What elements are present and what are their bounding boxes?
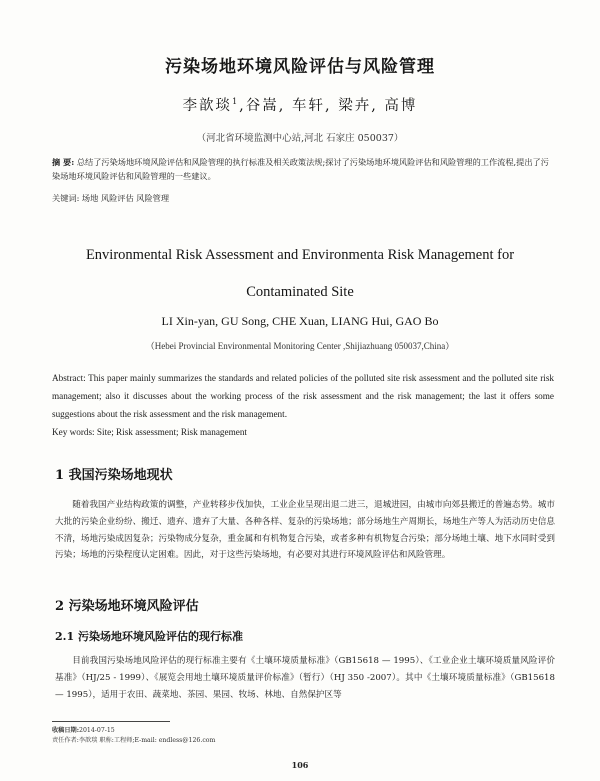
english-title-line2: Contaminated Site [246,284,354,300]
english-title-line1: Environmental Risk Assessment and Environmenta Risk Management for [85,247,515,263]
english-abstract: Abstract: This paper mainly summarizes the standards and related policies of the polluted site risk assessment and the polluted site risk management; also it discusses about the working process of the risk assessment and the risk management; the last it offers some suggestions about the risk assessment and the risk management. [52,373,554,419]
author-superscript: 1 [232,97,240,107]
chinese-title: 污染场地环境风险评估与风险管理 [165,57,435,77]
received-date-line [52,726,472,736]
english-affiliation: （Hebei Provincial Environmental Monitoring Center ,Shijiazhuang 050037,China） [145,341,455,351]
footnote-rule [52,721,170,722]
section1-heading: 1 我国污染场地现状 [55,468,173,483]
english-authors: LI Xin-yan, GU Song, CHE Xuan, LIANG Hui, GAO Bo [161,314,439,328]
received-label: 收稿日期: [52,727,80,734]
chinese-authors [0,94,600,115]
chinese-keywords: 关键词: 场地 风险评估 风险管理 [52,193,170,203]
page-number: 106 [291,760,309,770]
chinese-abstract-text: 总结了污染场地环境风险评估和风险管理的执行标准及相关政策法规;探讨了污染场地环境风险评估和风险管理的工作流程,提出了污染场地环境风险评估和风险管理的一些建议。 [52,157,549,181]
footnote [52,726,472,746]
other-authors: ,谷嵩, 车轩, 梁卉, 高博 [239,98,418,114]
section2-1-heading: 2.1 污染场地环境风险评估的现行标准 [55,630,243,643]
section1-paragraph: 随着我国产业结构政策的调整，产业转移步伐加快，工业企业呈现出退二进三，退城进园，由城市向郊县搬迁的普遍态势。城市大批的污染企业纷纷、搬迁、遗弃、遗弃了大量、各种各样、复杂的污染场地；部分场地生产周期长，场地生产等人为活动历史信息不清，场地污染成因复杂；污染物成分复杂，重金属和有机物复合污染，或者多种有机物复合污染；部分场地土壤、地下水同时受到污染；场地的污染程度认定困难。因此，对于这些污染场地，有必要对其进行环境风险评估和风险管理。 [55,500,555,561]
english-keywords: Key words: Site; Risk assessment; Risk management [52,427,247,437]
chinese-affiliation: （河北省环境监测中心站,河北 石家庄 050037） [196,133,404,144]
first-author: 李歆琰 [182,98,233,114]
chinese-abstract [52,155,552,183]
section2-1-paragraph: 目前我国污染场地风险评估的现行标准主要有《土壤环境质量标准》（GB15618 — 1995）、《工业企业土壤环境质量风险评价基准》（HJ/25 - 1999）、《展览会用地土壤环境质量评价标准》（暂行）（HJ 350 -2007）。其中《土壤环境质量标准》（GB15618 — 1995），适用于农田、蔬菜地、茶园、果园、牧场、林地、自然保护区等 [55,656,555,700]
section2-heading: 2 污染场地环境风险评估 [55,599,199,614]
author-info: 责任作者:李歆琰 职称:工程师;E-mail: endless@126.com [52,737,216,744]
received-date: 2014-07-15 [79,727,115,734]
chinese-abstract-label: 摘 要: [52,157,75,167]
